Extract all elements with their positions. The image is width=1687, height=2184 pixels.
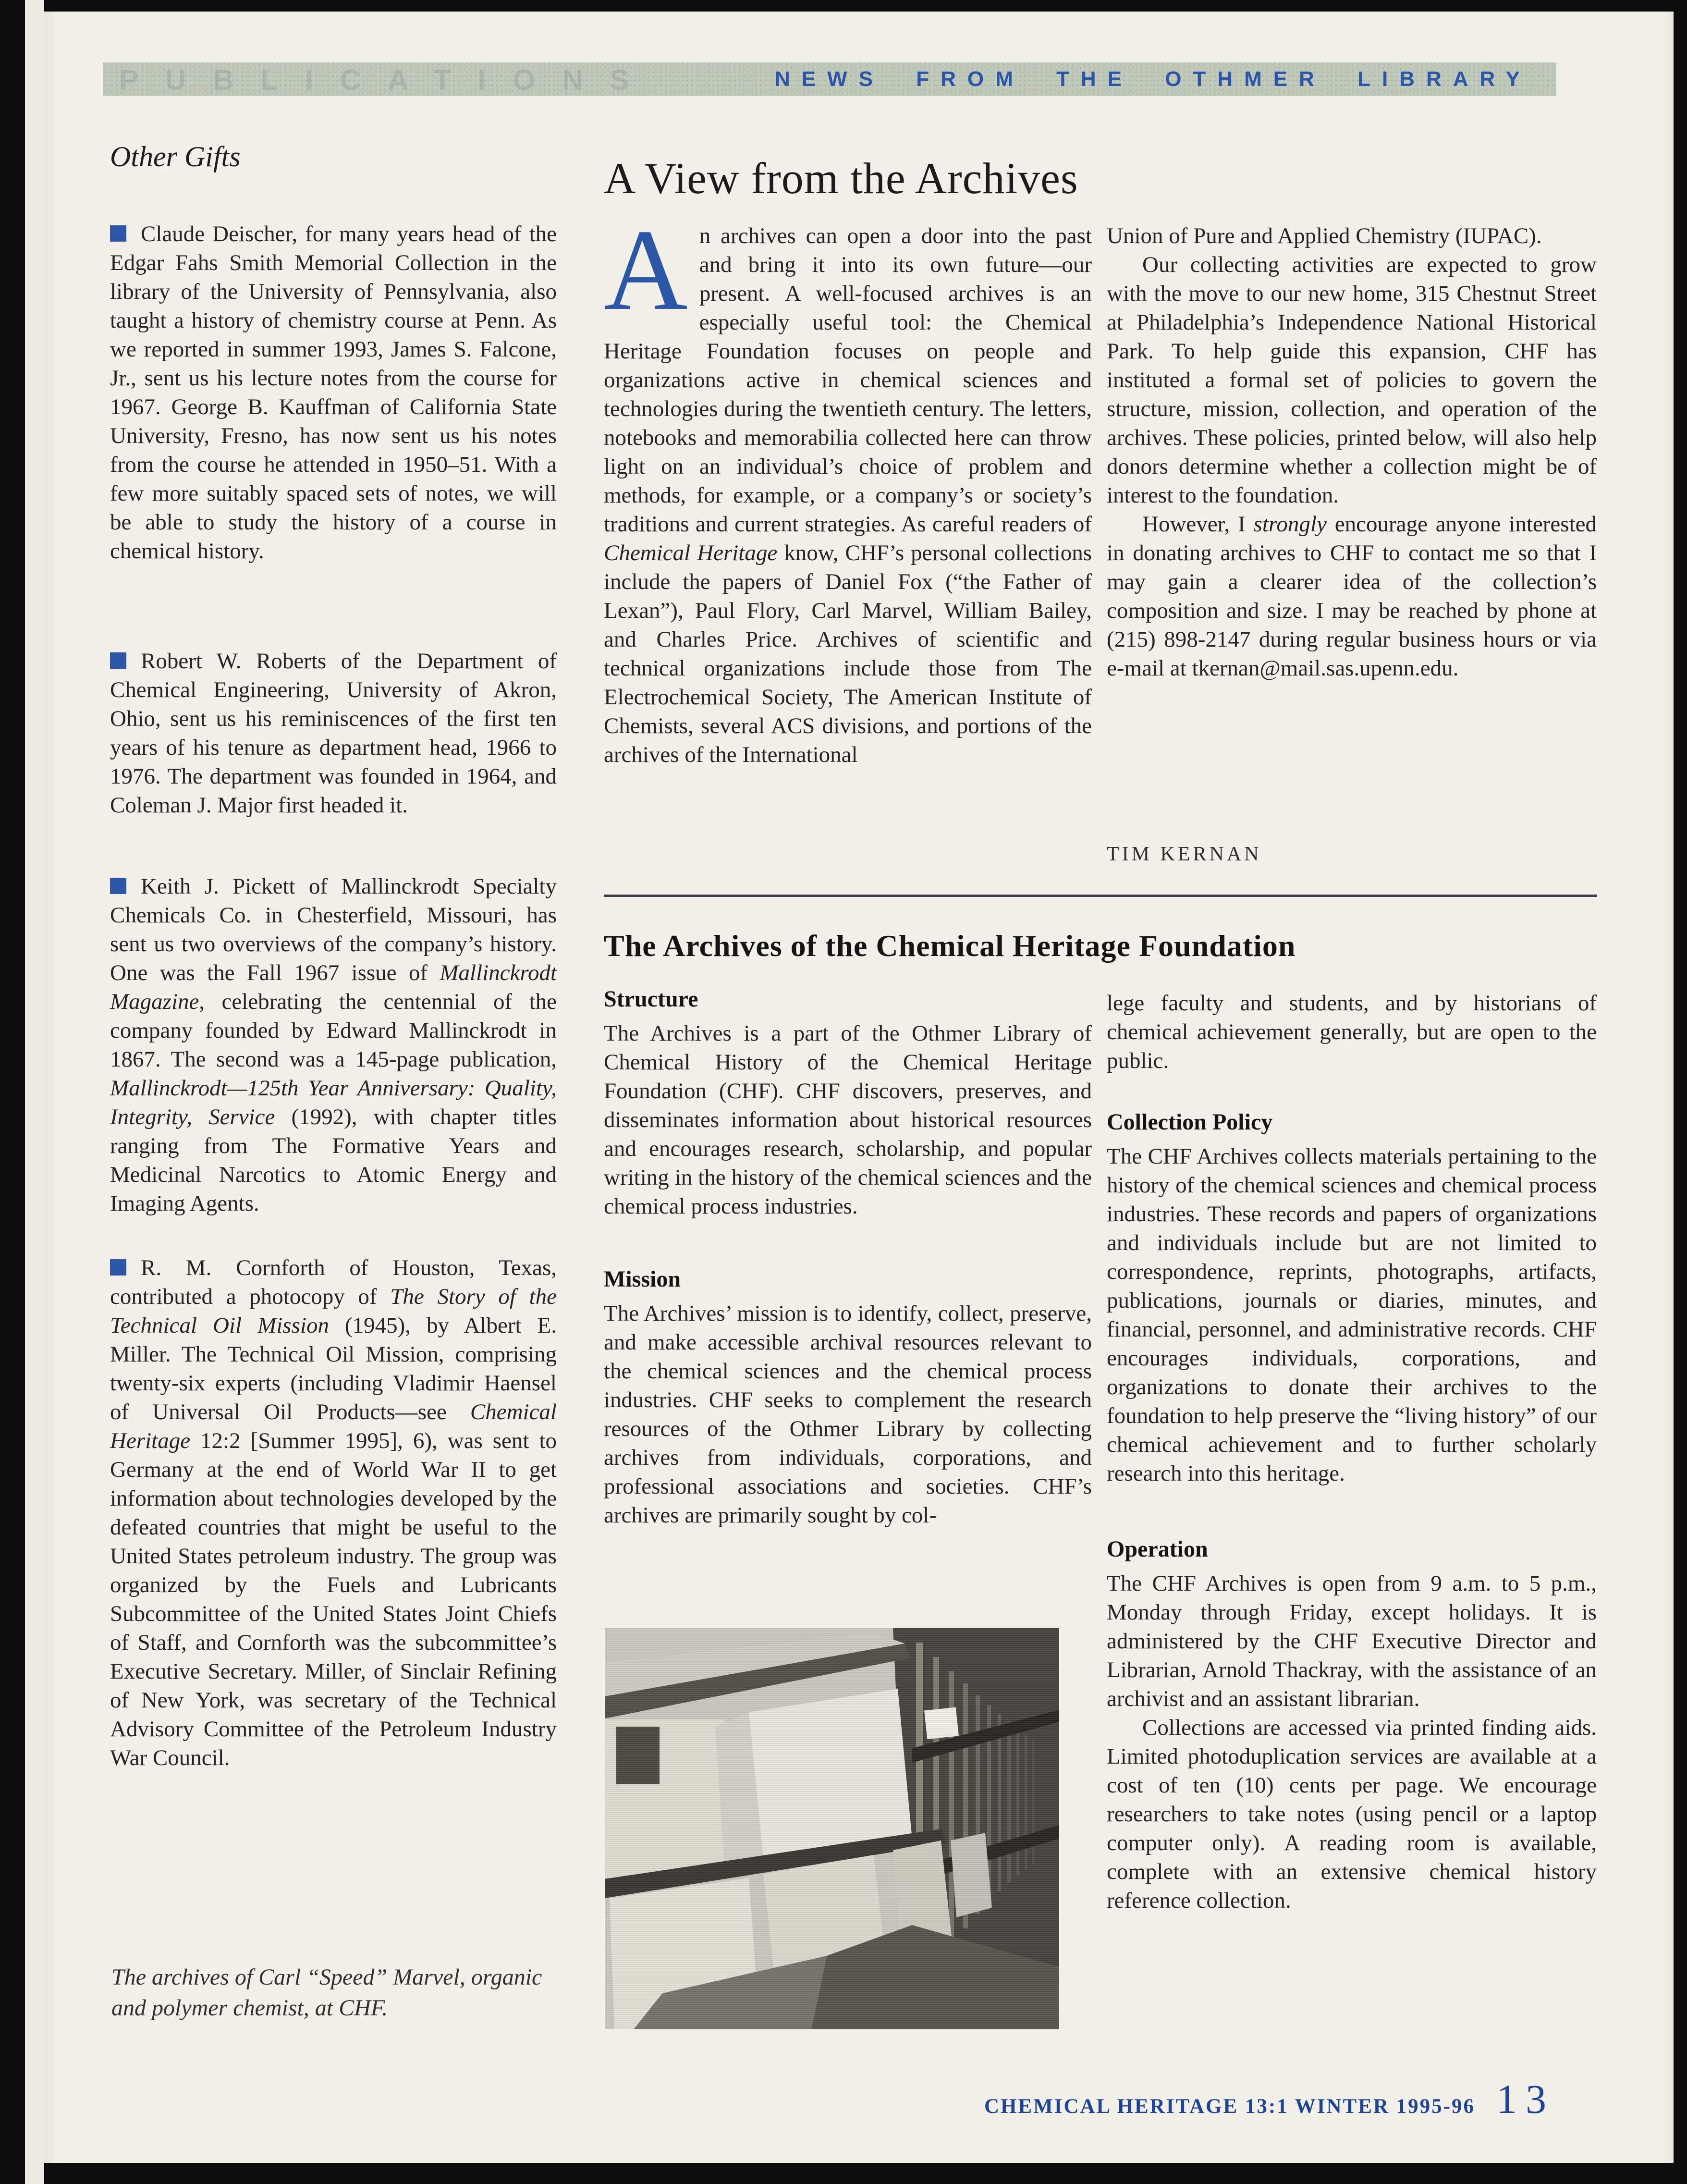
archives-shelves-illustration [605,1628,1059,2029]
article-title: A View from the Archives [604,154,1078,203]
gift-item-text: Keith J. Pickett of Mallinckrodt Specialty Chemicals Co. in Chesterfield, Missouri, has sent us two overviews of the company’s history. One was the Fall 1967 issue of Mallinckrodt Magazine, celebrating the centennial of the company founded by Edward Mallinckrodt in 1867. The second was a 145-page publication, Mallinckrodt—125th Year Anniversary: Quality, Integrity, Service (1992), with chapter titles ranging from The Formative Years and Medicinal Narcotics to Atomic Energy and Imaging Agents. [110,874,557,1216]
article-lead-paragraph [604,206,1092,769]
author-byline: TIM KERNAN [1107,843,1262,865]
bullet-square-icon [110,225,126,242]
section-heading: The Archives of the Chemical Heritage Foundation [604,929,1296,963]
other-gifts-heading: Other Gifts [110,141,241,172]
gift-item [110,872,557,1218]
bullet-square-icon [110,878,126,894]
section-banner-title: NEWS FROM THE OTHMER LIBRARY [775,67,1531,91]
gift-item-text: Robert W. Roberts of the Department of Chemical Engineering, University of Akron, Ohio, sent us his reminiscences of the first ten years of his tenure as department head, 1966 to 1976. The department was founded in 1964, and Coleman J. Major first headed it. [110,649,557,818]
operation-body-1: The CHF Archives is open from 9 a.m. to 5 p.m., Monday through Friday, except holidays. It is administered by the CHF Executive Director and Librarian, Arnold Thackray, with the assistance of an archivist and an assistant librarian. [1107,1571,1597,1711]
gift-item [110,220,557,565]
gift-item-text: R. M. Cornforth of Houston, Texas, contributed a photocopy of The Story of the Technical Oil Mission (1945), by Albert E. Miller. The Technical Oil Mission, comprising twenty-six experts (including Vladimir Haensel of Universal Oil Products—see Chemical Heritage 12:2 [Summer 1995], 6), was sent to Germany at the end of World War II to get information about technologies developed by the defeated countries that might be useful to the United States petroleum industry. The group was organized by the Fuels and Lubricants Subcommittee of the United States Joint Chiefs of Staff, and Cornforth was the subcommittee’s Executive Secretary. Miller, of Sinclair Refining of New York, was secretary of the Technical Advisory Committee of the Petroleum Industry War Council. [110,1255,557,1770]
page-number: 13 [1496,2076,1555,2122]
mission-heading: Mission [604,1266,681,1292]
mission-body: The Archives’ mission is to identify, collect, preserve, and make accessible archival resources relevant to the chemical sciences and the chemical process industries. CHF seeks to complement the research resources of the Othmer Library by collecting archives from individuals, corporations, and professional associations and societies. CHF’s archives are primarily sought by col- [604,1301,1092,1528]
collection-policy-heading: Collection Policy [1107,1109,1273,1135]
operation-heading: Operation [1107,1536,1208,1562]
article-lead-text: n archives can open a door into the past and bring it into its own future—our present. A well-focused archives is an especially useful tool: the Chemical Heritage Foundation focuses on people and organizations active in chemical sciences and technologies during the twentieth century. The letters, notebooks and memorabilia collected here can throw light on an individual’s choice of problem and methods, for example, or a company’s or society’s traditions and current strategies. As careful readers of Chemical Heritage know, CHF’s personal collections include the papers of Daniel Fox (“the Father of Lexan”), Paul Flory, Carl Marvel, William Bailey, and Charles Price. Archives of scientific and technical organizations include those from The Electrochemical Society, The American Institute of Chemists, several ACS divisions, and portions of the archives of the International [604,223,1092,767]
gift-item [110,647,557,820]
structure-body: The Archives is a part of the Othmer Library of Chemical History of the Chemical Heritage Foundation (CHF). CHF discovers, preserves, and disseminates information about historical resources and encourages research, scholarship, and popular writing in the history of the chemical sciences and the chemical process industries. [604,1021,1092,1219]
ghost-showthrough-text: PUBLICATIONS [119,64,656,96]
structure-heading: Structure [604,986,698,1012]
article-paragraph: Our collecting activities are expected to grow with the move to our new home, 315 Chestnut Street at Philadelphia’s Independence National Historical Park. To help guide this expansion, CHF has instituted a formal set of policies to govern the structure, mission, collection, and operation of the archives. These policies, printed below, will also help donors determine whether a collection might be of interest to the foundation. [1107,252,1597,508]
journal-issue-line: CHEMICAL HERITAGE 13:1 WINTER 1995-96 [984,2095,1475,2118]
archives-shelves-photo [605,1628,1059,2029]
policies-column-1 [604,986,1092,1530]
section-divider-rule [604,895,1597,897]
policies-column-2 [1107,989,1597,1915]
mission-continuation: lege faculty and students, and by historians of chemical achievement generally, but are open to the public. [1107,991,1597,1073]
page-footer [984,2075,1555,2123]
operation-body-2: Collections are accessed via printed finding aids. Limited photoduplication services are available at a cost of ten (10) cents per page. We encourage researchers to take notes (using pencil or a laptop computer only). A reading room is available, complete with an extensive chemical history reference collection. [1107,1715,1597,1913]
bullet-square-icon [110,1259,126,1276]
photo-caption: The archives of Carl “Speed” Marvel, organic and polymer chemist, at CHF. [111,1964,542,2021]
gift-item-text: Claude Deischer, for many years head of the Edgar Fahs Smith Memorial Collection in the library of the University of Pennsylvania, also taught a history of chemistry course at Penn. As we reported in summer 1993, James S. Falcone, Jr., sent us his lecture notes from the course for 1967. George B. Kauffman of California State University, Fresno, has now sent us his notes from the course he attended in 1950–51. With a few more suitably spaced sets of notes, we will be able to study the history of a course in chemical history. [110,221,557,564]
bullet-square-icon [110,652,126,669]
header-band [103,62,1556,96]
scan-page-edge [25,0,44,2184]
gift-item [110,1253,557,1772]
collection-policy-body: The CHF Archives collects materials pertaining to the history of the chemical sciences and chemical process industries. These records and papers of organizations and individuals include but are not limited to correspondence, reprints, photographs, artifacts, publications, journals or diaries, minutes, and financial, personnel, and administrative records. CHF encourages individuals, corporations, and organizations to donate their archives to the foundation to help preserve the “living history” of our chemical achievement and to further scholarly research into this heritage. [1107,1144,1597,1486]
drop-cap: A [604,206,688,334]
article-paragraph: Union of Pure and Applied Chemistry (IUPAC). [1107,223,1542,248]
article-second-column [1107,221,1597,683]
article-paragraph: However, I strongly encourage anyone interested in donating archives to CHF to contact me so that I may gain a clearer idea of the collection’s composition and size. I may be reached by phone at (215) 898-2147 during regular business hours or via e-mail at tkernan@mail.sas.upenn.edu. [1107,512,1597,681]
magazine-page [44,12,1674,2163]
